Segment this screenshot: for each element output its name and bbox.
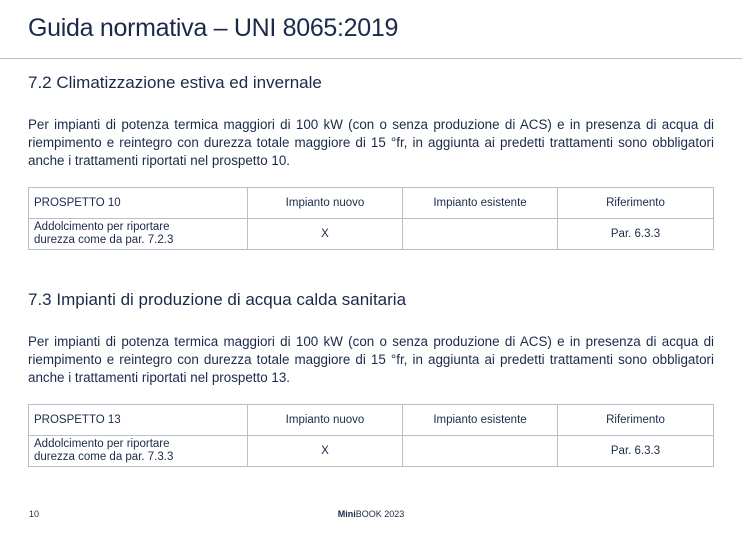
- description-line: durezza come da par. 7.2.3: [34, 234, 174, 246]
- section-body-7-3: Per impianti di potenza termica maggiori di 100 kW (con o senza produzione di ACS) e in presenza di acqua di riempimento e reintegro con durezza totale maggiore di 15 °fr, in aggiunta ai predetti trattamenti sono obbligatori anche i trattamenti riportati nel prospetto 13.: [28, 334, 714, 385]
- table-cell-impianto-nuovo: X: [248, 219, 403, 250]
- prospetto-10-table: [28, 187, 714, 250]
- table-cell-description: [29, 436, 248, 467]
- table-cell-riferimento: Par. 6.3.3: [558, 219, 714, 250]
- section-body-7-2: Per impianti di potenza termica maggiori di 100 kW (con o senza produzione di ACS) e in presenza di acqua di riempimento e reintegro con durezza totale maggiore di 15 °fr, in aggiunta ai predetti trattamenti sono obbligatori anche i trattamenti riportati nel prospetto 10.: [28, 117, 714, 168]
- section-heading-7-2: 7.2 Climatizzazione estiva ed invernale: [28, 73, 322, 92]
- prospetto-13-table: [28, 404, 714, 467]
- table-header-row: [29, 188, 714, 219]
- table-header-row: [29, 405, 714, 436]
- table-header-cell: Impianto nuovo: [248, 188, 403, 219]
- table-cell-description: [29, 219, 248, 250]
- description-line: Addolcimento per riportare: [34, 438, 170, 450]
- brand-mini: Mini: [337, 509, 356, 519]
- table-cell-riferimento: Par. 6.3.3: [558, 436, 714, 467]
- table-header-cell: PROSPETTO 10: [29, 188, 248, 219]
- description-line: Addolcimento per riportare: [34, 221, 170, 233]
- table-header-cell: Riferimento: [558, 188, 714, 219]
- title-divider: [0, 58, 742, 59]
- table-row: [29, 219, 714, 250]
- table-row: [29, 436, 714, 467]
- table-cell-impianto-esistente: [403, 436, 558, 467]
- table-header-cell: Impianto esistente: [403, 188, 558, 219]
- table-header-cell: PROSPETTO 13: [29, 405, 248, 436]
- table-header-cell: Impianto nuovo: [248, 405, 403, 436]
- table-header-cell: Impianto esistente: [403, 405, 558, 436]
- description-line: durezza come da par. 7.3.3: [34, 451, 174, 463]
- footer-brand: [0, 509, 742, 519]
- brand-book: BOOK 2023: [355, 509, 405, 519]
- table-cell-impianto-esistente: [403, 219, 558, 250]
- table-header-cell: Riferimento: [558, 405, 714, 436]
- table-cell-impianto-nuovo: X: [248, 436, 403, 467]
- section-heading-7-3: 7.3 Impianti di produzione di acqua calda sanitaria: [28, 290, 407, 309]
- page-title: Guida normativa – UNI 8065:2019: [28, 14, 399, 42]
- page-number: 10: [29, 509, 40, 519]
